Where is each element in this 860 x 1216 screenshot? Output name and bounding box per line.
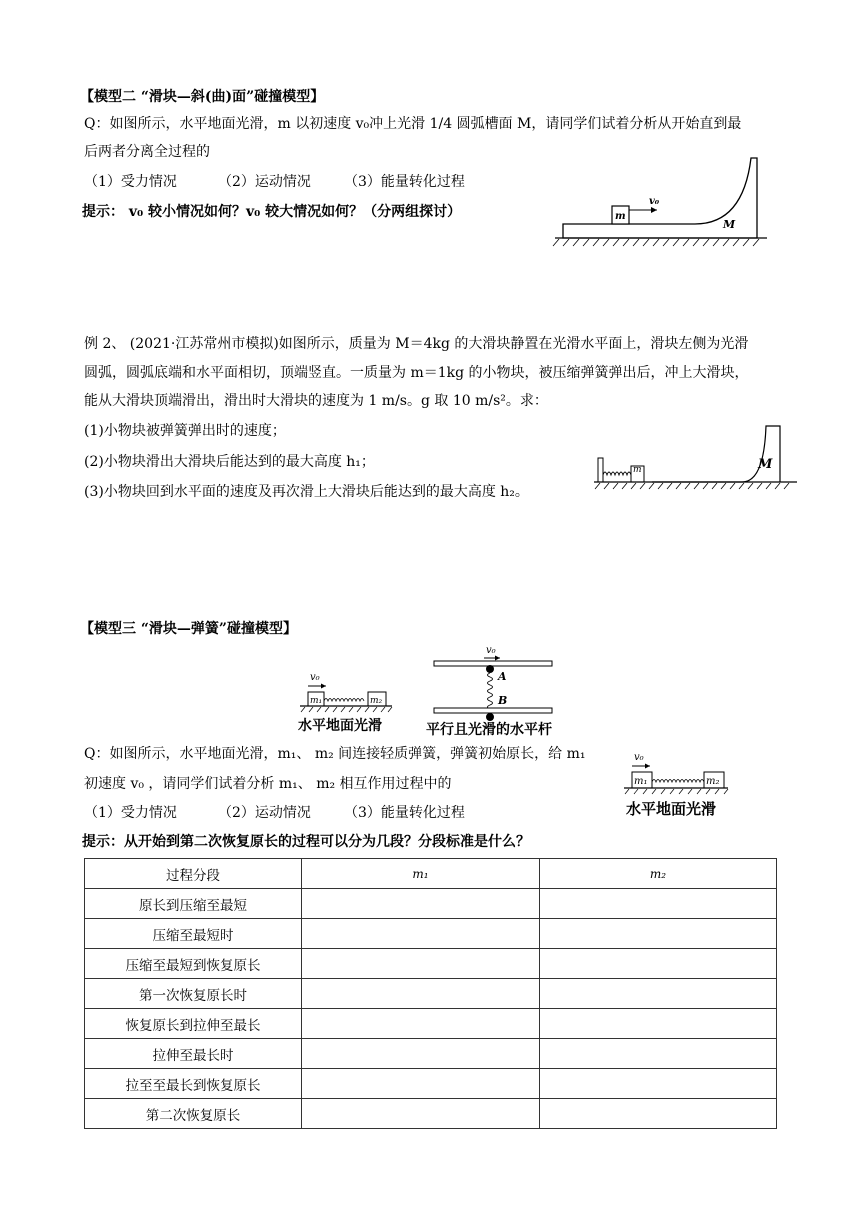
velocity-arrowhead: [651, 207, 657, 213]
caption-ground: 水平地面光滑: [298, 718, 382, 734]
ball-b: [486, 713, 494, 721]
caption-rods: 平行且光滑的水平杆: [426, 722, 552, 738]
stage-cell: 拉至至最长到恢复原长: [85, 1069, 302, 1099]
label-B: B: [498, 694, 508, 707]
m1-cell[interactable]: [302, 889, 540, 919]
big-slider: [652, 426, 780, 482]
model3-item-3: （3）能量转化过程: [344, 805, 465, 821]
parallel-rods-figure: [424, 642, 554, 738]
model2-item-3: （3）能量转化过程: [344, 174, 465, 190]
table-row: [85, 979, 777, 1009]
stage-cell: 压缩至最短时: [85, 919, 302, 949]
label-m2: m₂: [370, 696, 383, 706]
spring: [324, 699, 364, 702]
m2-cell[interactable]: [540, 1009, 777, 1039]
table-header-row: [85, 859, 777, 889]
model3-hint: 提示：从开始到第二次恢复原长的过程可以分为几段？分段标准是什么？: [82, 834, 530, 850]
ground-hatch: [595, 483, 789, 489]
model3-question-line2: 初速度 v₀ ，请同学们试着分析 m₁、 m₂ 相互作用过程中的: [84, 776, 452, 792]
m1-cell[interactable]: [302, 1069, 540, 1099]
m2-cell[interactable]: [540, 889, 777, 919]
table-row: [85, 1069, 777, 1099]
m2-cell[interactable]: [540, 949, 777, 979]
label-M: M: [723, 218, 736, 231]
label-m: m: [633, 465, 642, 475]
stage-cell: 拉伸至最长时: [85, 1039, 302, 1069]
label-v0: v₀: [634, 752, 644, 763]
label-v0: v₀: [310, 672, 320, 683]
m2-cell[interactable]: [540, 1069, 777, 1099]
ball-a: [486, 665, 494, 673]
upper-rod: [434, 661, 552, 666]
example2-subquestion-3: (3)小物块回到水平面的速度及再次滑上大滑块后能达到的最大高度 h₂。: [84, 484, 529, 500]
label-m2: m₂: [706, 776, 720, 787]
m2-cell[interactable]: [540, 979, 777, 1009]
ground-hatch: [625, 789, 728, 794]
model2-item-1: （1）受力情况: [84, 174, 177, 190]
stage-cell: 第二次恢复原长: [85, 1099, 302, 1129]
stage-cell: 原长到压缩至最短: [85, 889, 302, 919]
m2-cell[interactable]: [540, 1039, 777, 1069]
header-m1: m₁: [302, 859, 540, 889]
table-row: [85, 1009, 777, 1039]
example2-line3: 能从大滑块顶端滑出，滑出时大滑块的速度为 1 m/s。g 取 10 m/s²。求：: [84, 393, 548, 409]
process-table: [84, 858, 777, 1129]
m1-cell[interactable]: [302, 1099, 540, 1129]
ground-hatch: [301, 707, 392, 712]
model3-question-line1: Q：如图所示，水平地面光滑，m₁、 m₂ 间连接轻质弹簧，弹簧初始原长，给 m₁: [84, 746, 586, 762]
table-row: [85, 919, 777, 949]
header-m2: m₂: [540, 859, 777, 889]
caption-ground: 水平地面光滑: [626, 800, 717, 818]
model2-heading: 【模型二 “滑块—斜(曲)面”碰撞模型】: [80, 89, 325, 105]
spring-blocks-ground-figure-2: [620, 748, 732, 820]
lower-rod: [434, 708, 552, 713]
label-m: m: [615, 211, 626, 222]
m2-cell[interactable]: [540, 1099, 777, 1129]
velocity-arrowhead: [495, 656, 500, 661]
ground-hatch: [553, 239, 759, 246]
table-row: [85, 1099, 777, 1129]
stage-cell: 恢复原长到拉伸至最长: [85, 1009, 302, 1039]
table-row: [85, 949, 777, 979]
example2-subquestion-2: (2)小物块滑出大滑块后能达到的最大高度 h₁；: [84, 454, 375, 470]
label-m1: m₁: [310, 696, 323, 706]
m1-cell[interactable]: [302, 949, 540, 979]
m2-cell[interactable]: [540, 919, 777, 949]
example2-subquestion-1: (1)小物块被弹簧弹出时的速度；: [84, 423, 286, 439]
model3-item-2: （2）运动情况: [218, 805, 311, 821]
m1-cell[interactable]: [302, 1009, 540, 1039]
model2-question-line1: Q：如图所示，水平地面光滑，m 以初速度 v₀冲上光滑 1/4 圆弧槽面 M，请同学们试着分析从开始直到最: [84, 116, 742, 132]
label-A: A: [498, 670, 507, 683]
table-row: [85, 889, 777, 919]
velocity-arrowhead: [321, 684, 326, 689]
example2-line1: 例 2、 (2021·江苏常州市模拟)如图所示，质量为 M＝4kg 的大滑块静置在光滑水平面上，滑块左侧为光滑: [84, 336, 749, 352]
m1-cell[interactable]: [302, 919, 540, 949]
stage-cell: 第一次恢复原长时: [85, 979, 302, 1009]
model3-heading: 【模型三 “滑块—弹簧”碰撞模型】: [80, 621, 297, 637]
spring: [488, 673, 493, 713]
spring-blocks-ground-figure: [296, 668, 396, 736]
spring: [652, 780, 704, 783]
label-v0: v₀: [649, 196, 660, 207]
spring: [603, 472, 631, 475]
example2-line2: 圆弧，圆弧底端和水平面相切，顶端竖直。一质量为 m＝1kg 的小物块，被压缩弹簧弹出后，冲上大滑块，: [84, 365, 749, 381]
curved-groove-figure: [545, 150, 775, 260]
header-stage: 过程分段: [85, 859, 302, 889]
model2-hint: 提示： v₀ 较小情况如何？v₀ 较大情况如何？（分两组探讨）: [82, 204, 462, 220]
m1-cell[interactable]: [302, 979, 540, 1009]
model2-question-line2: 后两者分离全过程的: [84, 144, 210, 160]
stage-cell: 压缩至最短到恢复原长: [85, 949, 302, 979]
model2-item-2: （2）运动情况: [218, 174, 311, 190]
label-m1: m₁: [634, 776, 648, 787]
spring-slider-figure: [592, 420, 802, 492]
label-M: M: [758, 457, 773, 472]
velocity-arrowhead: [645, 764, 650, 769]
label-v0: v₀: [486, 645, 496, 656]
wall: [598, 458, 603, 482]
m1-cell[interactable]: [302, 1039, 540, 1069]
table-row: [85, 1039, 777, 1069]
model3-item-1: （1）受力情况: [84, 805, 177, 821]
